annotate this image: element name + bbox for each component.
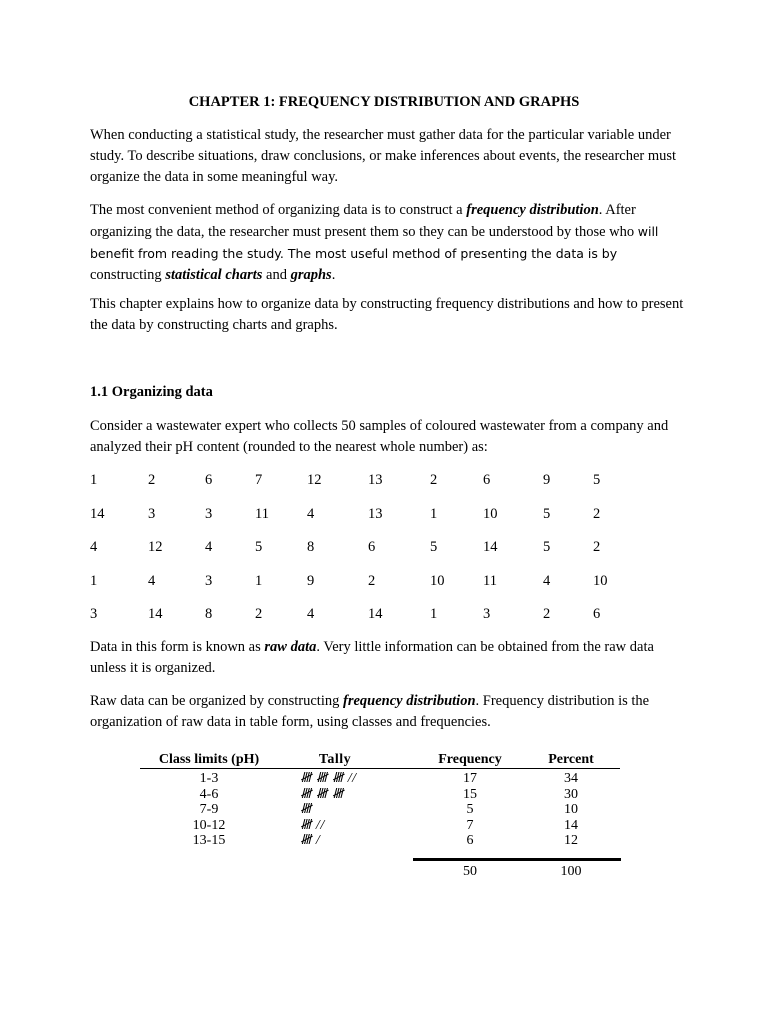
raw-data-value: 6: [483, 472, 491, 488]
raw-data-value: 2: [593, 539, 601, 555]
raw-data-value: 6: [205, 472, 213, 488]
raw-data-value: 4: [543, 572, 551, 589]
raw-data-value: 3: [90, 606, 98, 622]
frequency-cell: 5: [466, 802, 474, 817]
raw-data-value: 4: [148, 572, 156, 589]
text-run: and: [262, 267, 291, 283]
class-limit-cell: 1-3: [199, 771, 219, 786]
text-run: . Frequency distribution is the organization of raw data in table form, using classes and frequencies.: [90, 693, 650, 730]
frequency-cell: 7: [466, 817, 474, 833]
tally-cell: 𝍸 𝍸 𝍸: [300, 786, 344, 802]
table-row: [140, 818, 620, 834]
tally-cell: 𝍸: [300, 802, 312, 817]
raw-data-value: 8: [307, 539, 315, 555]
percent-cell: 14: [564, 817, 578, 833]
raw-data-value: 14: [90, 505, 105, 522]
raw-data-value: 7: [255, 472, 263, 488]
raw-data-value: 10: [593, 572, 608, 589]
text-run: .: [331, 267, 336, 283]
raw-data-value: 11: [255, 505, 269, 522]
raw-data-value: 12: [307, 472, 322, 488]
total-frequency: 50: [463, 864, 477, 879]
paragraph-chapter-overview: This chapter explains how to organize data by constructing frequency distributions and how to present the data by constructing charts and graphs.: [90, 296, 684, 333]
raw-data-value: 13: [368, 505, 383, 522]
text-run: The most convenient method of organizing data is to construct a: [90, 202, 467, 218]
percent-cell: 30: [564, 786, 578, 802]
table-row: [140, 833, 620, 849]
text-run: constructing: [90, 267, 166, 283]
header-class-limits: Class limits (pH): [158, 752, 260, 767]
emphasis-raw-data: raw data: [264, 639, 317, 655]
section-heading: 1.1 Organizing data: [90, 384, 213, 400]
emphasis-frequency-distribution: frequency distribution: [466, 202, 599, 218]
class-limit-cell: 10-12: [192, 817, 226, 833]
text-run: . Very little information can be obtained from the raw data unless it is organized.: [90, 639, 654, 676]
frequency-cell: 6: [466, 833, 474, 848]
raw-data-value: 4: [205, 539, 213, 555]
tally-cell: 𝍸 //: [300, 817, 325, 833]
emphasis-graphs: graphs: [290, 267, 332, 283]
tally-cell: 𝍸 𝍸 𝍸 //: [300, 771, 357, 786]
raw-data-value: 9: [307, 572, 315, 589]
paragraph-organizing-raw-data: [90, 691, 690, 733]
raw-data-row: [90, 537, 650, 571]
frequency-table: [140, 750, 620, 879]
raw-data-value: 3: [205, 572, 213, 589]
raw-data-value: 11: [483, 572, 497, 589]
raw-data-value: 8: [205, 606, 213, 622]
paragraph-raw-data: [90, 637, 690, 679]
frequency-table-body: [140, 769, 620, 849]
chapter-title: CHAPTER 1: FREQUENCY DISTRIBUTION AND GRAPHS: [188, 94, 580, 110]
text-run: Data in this form is known as: [90, 639, 265, 655]
text-run-sans: will benefit from reading the study. The most useful method of presenting the data is by: [90, 224, 659, 261]
raw-data-value: 1: [255, 572, 263, 589]
frequency-table-total-row: [140, 864, 620, 880]
raw-data-value: 12: [148, 539, 163, 555]
raw-data-value: 1: [90, 572, 98, 589]
raw-data-value: 9: [543, 472, 551, 488]
raw-data-value: 2: [430, 472, 438, 488]
raw-data-value: 5: [543, 505, 551, 522]
raw-data-value: 6: [368, 539, 376, 555]
paragraph-frequency-distribution: [90, 200, 690, 286]
raw-data-value: 2: [543, 606, 551, 622]
raw-data-value: 2: [593, 505, 601, 522]
class-limit-cell: 13-15: [192, 833, 226, 848]
raw-data-value: 14: [148, 606, 163, 622]
raw-data-value: 2: [148, 472, 156, 488]
raw-data-value: 5: [543, 539, 551, 555]
frequency-table-header: [140, 750, 620, 769]
raw-data-row: [90, 571, 650, 605]
paragraph-intro: When conducting a statistical study, the researcher must gather data for the particular variable under study. To describe situations, draw conclusions, or make inferences about events, the researcher must organize the data in some meaningful way.: [90, 127, 677, 185]
emphasis-statistical-charts: statistical charts: [165, 267, 263, 283]
header-percent: Percent: [548, 752, 594, 767]
table-row: [140, 802, 620, 818]
raw-data-value: 14: [483, 539, 498, 555]
table-row: [140, 787, 620, 803]
raw-data-value: 4: [307, 505, 315, 522]
table-row: [140, 771, 620, 787]
raw-data-value: 2: [368, 572, 376, 589]
raw-data-grid: [90, 470, 650, 638]
raw-data-value: 4: [90, 539, 98, 555]
tally-cell: 𝍸 /: [300, 833, 321, 848]
percent-cell: 10: [564, 802, 578, 817]
class-limit-cell: 4-6: [199, 786, 219, 802]
text-run: . After organizing the data, the researcher must present them so they can be understood by those who: [90, 202, 638, 240]
raw-data-row: [90, 470, 650, 504]
raw-data-value: 5: [593, 472, 601, 488]
text-run: Raw data can be organized by constructing: [90, 693, 343, 709]
raw-data-value: 10: [430, 572, 445, 589]
raw-data-value: 5: [255, 539, 263, 555]
raw-data-value: 1: [430, 606, 438, 622]
total-percent: 100: [560, 864, 582, 879]
percent-cell: 12: [564, 833, 578, 848]
raw-data-value: 13: [368, 472, 383, 488]
percent-cell: 34: [564, 771, 578, 786]
raw-data-value: 4: [307, 606, 315, 622]
emphasis-frequency-distribution: frequency distribution: [343, 693, 476, 709]
total-rule: [413, 858, 621, 861]
class-limit-cell: 7-9: [199, 802, 219, 817]
frequency-cell: 17: [463, 771, 477, 786]
raw-data-value: 10: [483, 505, 498, 522]
raw-data-row: [90, 604, 650, 638]
raw-data-value: 1: [430, 505, 438, 522]
raw-data-value: 14: [368, 606, 383, 622]
header-tally: Tally: [318, 752, 352, 767]
raw-data-value: 3: [205, 505, 213, 522]
raw-data-value: 3: [483, 606, 491, 622]
raw-data-value: 1: [90, 472, 98, 488]
raw-data-value: 2: [255, 606, 263, 622]
raw-data-value: 6: [593, 606, 601, 622]
paragraph-wastewater-example: Consider a wastewater expert who collects 50 samples of coloured wastewater from a company and analyzed their pH content (rounded to the nearest whole number) as:: [90, 418, 669, 455]
header-frequency: Frequency: [438, 752, 502, 767]
raw-data-row: [90, 504, 650, 538]
frequency-cell: 15: [463, 786, 477, 802]
raw-data-value: 3: [148, 505, 156, 522]
raw-data-value: 5: [430, 539, 438, 555]
